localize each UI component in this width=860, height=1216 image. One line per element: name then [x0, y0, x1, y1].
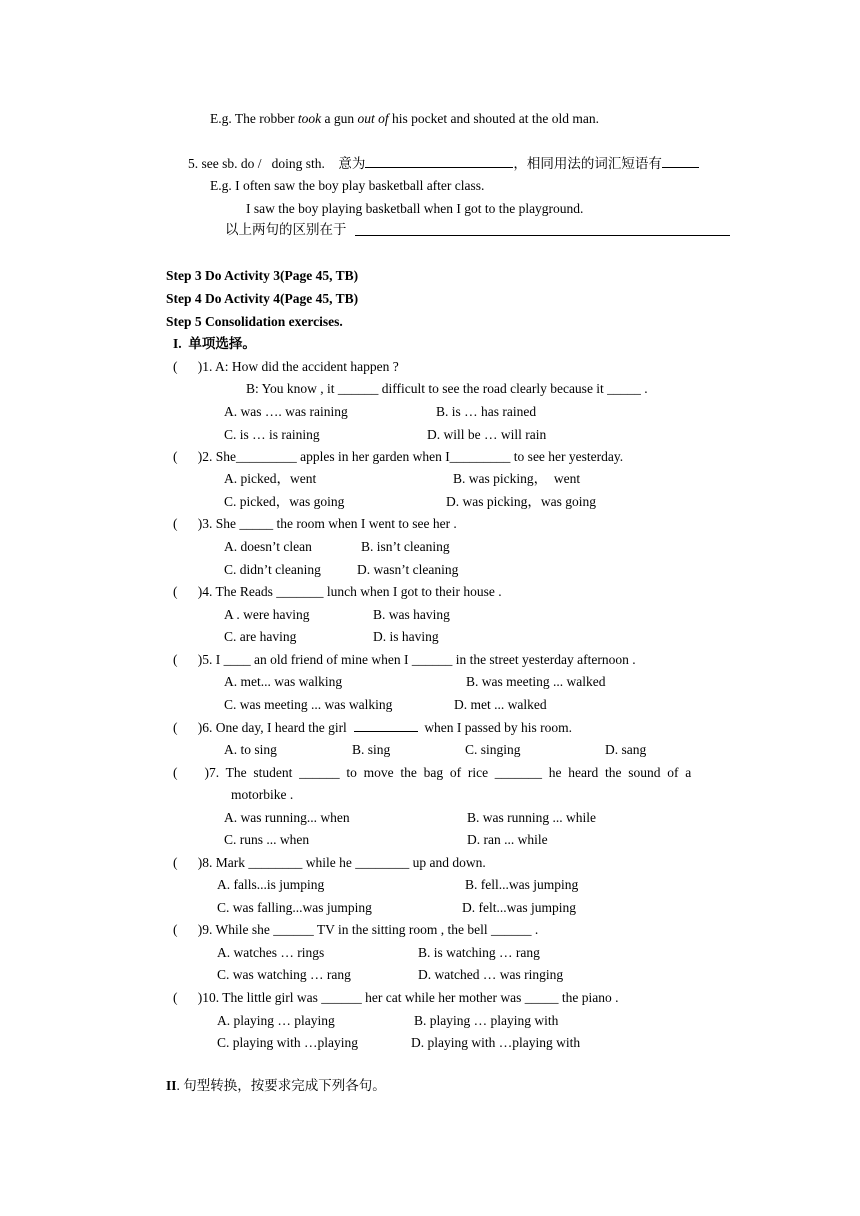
q6-option-b: B. sing: [352, 742, 391, 757]
q4-option-a: A . were having: [224, 607, 310, 622]
item5-head-line: [188, 155, 699, 172]
question-8: ( )8. Mark ________ while he ________ up and down.: [173, 855, 486, 870]
q4-option-c: C. are having: [224, 629, 297, 644]
question-2: ( )2. She_________ apples in her garden when I_________ to see her yesterday.: [173, 449, 624, 464]
question-10: ( )10. The little girl was ______ her cat while her mother was _____ the piano .: [173, 990, 619, 1005]
q5-option-d: D. met ... walked: [454, 697, 547, 712]
section-2-numeral: II: [166, 1078, 177, 1093]
question-3: ( )3. She _____ the room when I went to see her .: [173, 516, 457, 531]
example-out-of: out of: [357, 111, 389, 126]
q7-option-b: B. was running ... while: [467, 810, 596, 825]
q2-option-c: C. picked，was going: [224, 494, 345, 509]
q5-option-b: B. was meeting ... walked: [466, 674, 606, 689]
q6-blank: [354, 719, 418, 732]
q3-option-b: B. isn’t cleaning: [361, 539, 450, 554]
example-took: took: [297, 111, 322, 126]
section-2-text: . 句型转换，按要求完成下列各句。: [176, 1078, 386, 1093]
q10-option-b: B. playing … playing with: [414, 1013, 559, 1028]
q10-option-c: C. playing with …playing: [217, 1035, 358, 1050]
q6-option-d: D. sang: [605, 742, 647, 757]
q9-option-a: A. watches … rings: [217, 945, 325, 960]
section-2-title: [166, 1078, 386, 1094]
question-9: ( )9. While she ______ TV in the sitting room , the bell ______ .: [173, 922, 539, 937]
question-1: ( )1. A: How did the accident happen ?: [173, 359, 399, 374]
q1-option-a: A. was …. was raining: [224, 404, 348, 419]
item5-blank-1: [365, 155, 513, 168]
q4-option-d: D. is having: [373, 629, 439, 644]
q6-prefix: ( )6. One day, I heard the girl: [173, 720, 354, 735]
q2-option-d: D. was picking，was going: [446, 494, 596, 509]
item5-eg1: E.g. I often saw the boy play basketball after class.: [210, 178, 485, 193]
q6-suffix: when I passed by his room.: [417, 720, 573, 735]
question-7: ( )7. The student ______ to move the bag of rice _______ he heard the sound of a: [173, 765, 692, 780]
item5-diff: 以上两句的区别在于: [225, 222, 347, 237]
step-5: Step 5 Consolidation exercises.: [166, 314, 343, 329]
item5-head: 5. see sb. do / doing sth. 意为: [188, 156, 366, 171]
q6-option-c: C. singing: [465, 742, 521, 757]
q7-option-d: D. ran ... while: [467, 832, 548, 847]
q8-option-d: D. felt...was jumping: [462, 900, 576, 915]
q1-option-d: D. will be … will rain: [427, 427, 547, 442]
q5-option-c: C. was meeting ... was walking: [224, 697, 393, 712]
q3-option-a: A. doesn’t clean: [224, 539, 312, 554]
example-prefix: E.g. The robber: [210, 111, 298, 126]
q7-option-a: A. was running... when: [224, 810, 350, 825]
q3-option-d: D. wasn’t cleaning: [357, 562, 459, 577]
item5-blank-2: [662, 155, 699, 168]
item5-eg2: I saw the boy playing basketball when I got to the playground.: [246, 201, 584, 216]
q8-option-b: B. fell...was jumping: [465, 877, 579, 892]
q10-option-a: A. playing … playing: [217, 1013, 335, 1028]
example-sentence: [210, 111, 599, 127]
question-5: ( )5. I ____ an old friend of mine when I ______ in the street yesterday afternoon .: [173, 652, 636, 667]
example-suffix: his pocket and shouted at the old man.: [388, 111, 599, 126]
q9-option-c: C. was watching … rang: [217, 967, 351, 982]
q9-option-b: B. is watching … rang: [418, 945, 540, 960]
q6-option-a: A. to sing: [224, 742, 277, 757]
q10-option-d: D. playing with …playing with: [411, 1035, 581, 1050]
q2-option-a: A. picked，went: [224, 471, 317, 486]
question-7-b: motorbike .: [231, 787, 294, 802]
question-1-b: B: You know , it ______ difficult to see the road clearly because it _____ .: [246, 381, 648, 396]
q8-option-a: A. falls...is jumping: [217, 877, 325, 892]
q9-option-d: D. watched … was ringing: [418, 967, 564, 982]
section-1-title: I. 单项选择。: [173, 336, 256, 351]
item5-diff-blank: [355, 235, 730, 236]
q8-option-c: C. was falling...was jumping: [217, 900, 372, 915]
example-mid: a gun: [321, 111, 358, 126]
step-3: Step 3 Do Activity 3(Page 45, TB): [166, 268, 359, 283]
q5-option-a: A. met... was walking: [224, 674, 343, 689]
question-4: ( )4. The Reads _______ lunch when I got to their house .: [173, 584, 502, 599]
item5-mid: ，相同用法的词汇短语有: [513, 156, 662, 171]
q4-option-b: B. was having: [373, 607, 450, 622]
step-4: Step 4 Do Activity 4(Page 45, TB): [166, 291, 359, 306]
q3-option-c: C. didn’t cleaning: [224, 562, 321, 577]
q2-option-b: B. was picking， went: [453, 471, 581, 486]
q7-option-c: C. runs ... when: [224, 832, 310, 847]
q1-option-c: C. is … is raining: [224, 427, 320, 442]
question-6: [173, 719, 572, 736]
q1-option-b: B. is … has rained: [436, 404, 537, 419]
